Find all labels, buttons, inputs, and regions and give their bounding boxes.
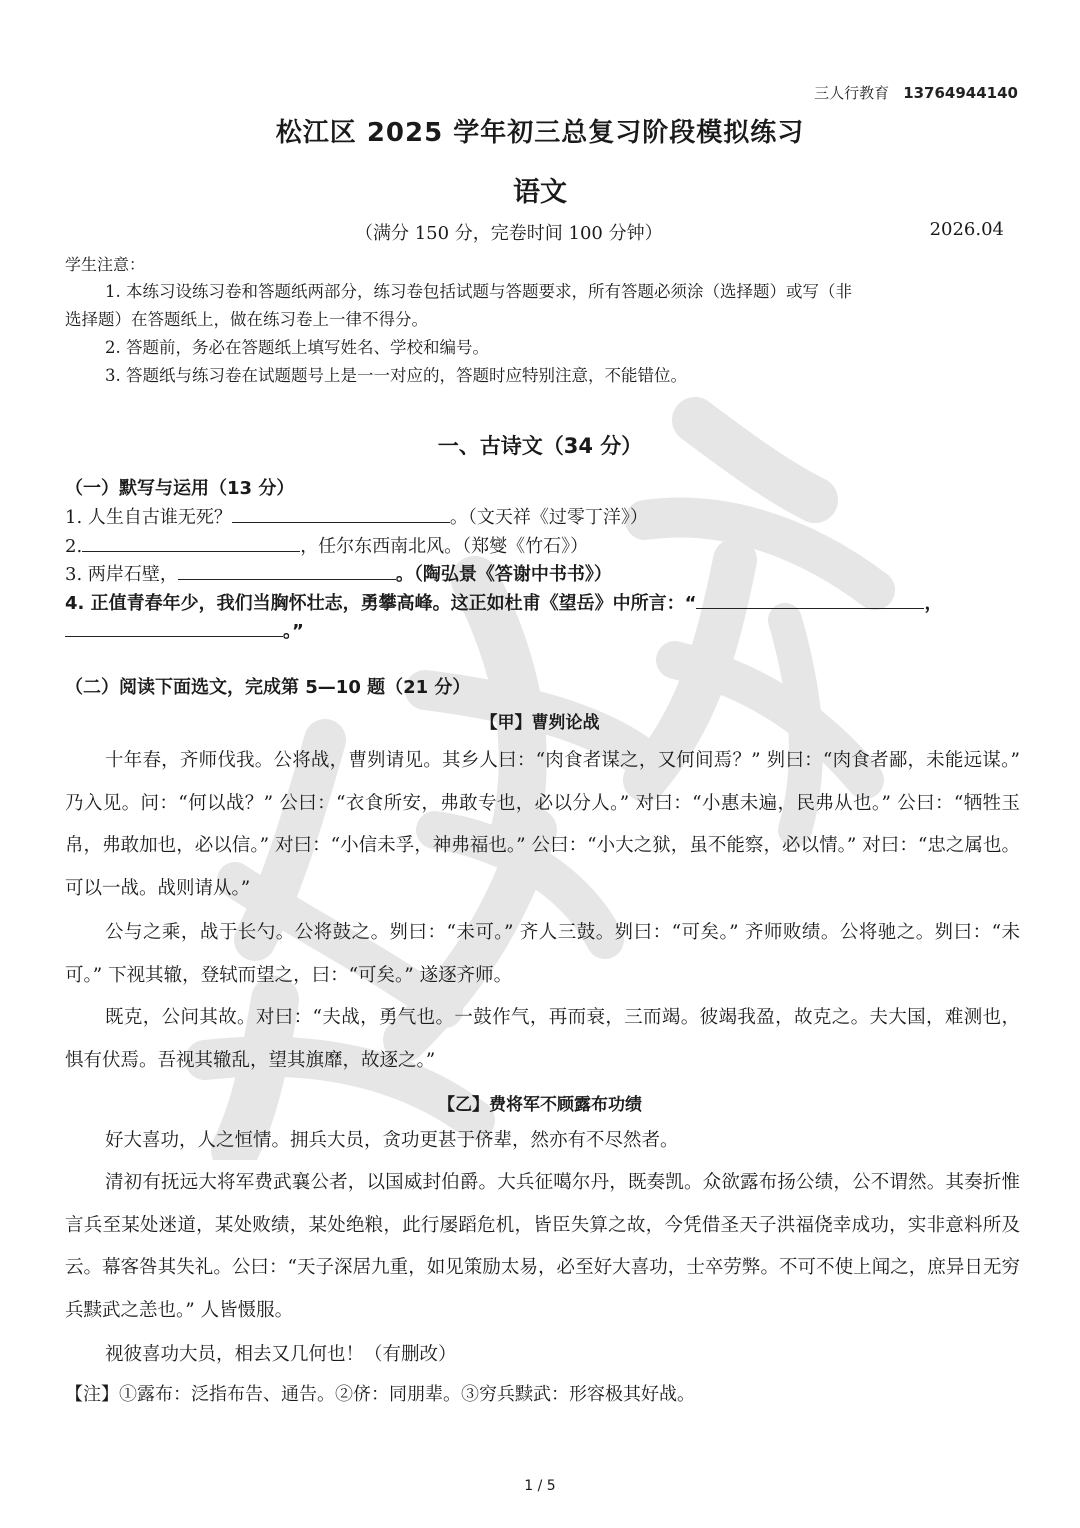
question-3 [65, 560, 612, 586]
notice-item-3: 3. 答题纸与练习卷在试题题号上是一一对应的，答题时应特别注意，不能错位。 [105, 366, 687, 385]
text-a-paragraph-3: 既克，公问其故。对曰：“夫战，勇气也。一鼓作气，再而衰，三而竭。彼竭我盈，故克之。夫大国，难测也，惧有伏焉。吾视其辙乱，望其旗靡，故逐之。” [65, 1007, 1020, 1071]
exam-title: 松江区 2025 学年初三总复习阶段模拟练习 [275, 118, 805, 148]
header-brand [814, 82, 1018, 103]
brand-name: 三人行教育 [814, 84, 890, 102]
question-4-text: 4. 正值青春年少，我们当胸怀壮志，勇攀高峰。这正如杜甫《望岳》中所言：“ [65, 593, 697, 614]
question-2 [65, 532, 588, 558]
question-1-source: 。（文天祥《过零丁洋》） [449, 507, 648, 528]
exam-info: （满分 150 分，完卷时间 100 分钟） [355, 223, 663, 244]
notice-item-2: 2. 答题前，务必在答题纸上填写姓名、学校和编号。 [105, 338, 489, 357]
notice-item-1-cont: 选择题）在答题纸上，做在练习卷上一律不得分。 [65, 310, 428, 329]
question-2-text: ，任尔东西南北风。（郑燮《竹石》） [300, 536, 589, 557]
answer-blank-3[interactable] [178, 561, 396, 580]
notice-title: 学生注意： [65, 255, 146, 274]
question-3-text: 3. 两岸石壁， [65, 564, 178, 585]
answer-blank-4a[interactable] [696, 590, 924, 609]
text-a-paragraph-2: 公与之乘，战于长勺。公将鼓之。刿曰：“未可。” 齐人三鼓。刿曰：“可矣。” 齐师败绩。公将驰之。刿曰：“未可。” 下视其辙，登轼而望之，曰：“可矣。” 遂逐齐师。 [65, 922, 1020, 986]
page-number: 1 / 5 [524, 1478, 556, 1494]
question-4 [65, 589, 942, 615]
question-1 [65, 503, 648, 529]
question-4-cont [65, 617, 304, 643]
text-a-paragraph-1: 十年春，齐师伐我。公将战，曹刿请见。其乡人曰：“肉食者谋之，又何间焉？” 刿曰：“肉食者鄙，未能远谋。” 乃入见。问：“何以战？” 公曰：“衣食所安，弗敢专也，必以分人。” 对曰：“小惠未遍，民弗从也。” 公曰：“牺牲玉帛，弗敢加也，必以信。” 对曰：“小信未孚，神弗福也。” 公曰：“小大之狱，虽不能察，必以情。” 对曰：“忠之属也。可以一战。战则请从。” [65, 750, 1020, 899]
exam-subject: 语文 [513, 177, 567, 208]
question-3-source: 。（陶弘景《答谢中书书》） [395, 564, 612, 585]
part1-title: （一）默写与运用（13 分） [65, 478, 295, 499]
answer-blank-1[interactable] [232, 504, 450, 523]
part2-title: （二）阅读下面选文，完成第 5—10 题（21 分） [65, 677, 471, 698]
exam-date: 2026.04 [929, 219, 1004, 240]
brand-phone: 13764944140 [903, 84, 1018, 102]
section-title: 一、古诗文（34 分） [437, 434, 643, 458]
question-4-comma: ， [924, 593, 943, 614]
text-b-title: 【乙】费将军不顾露布功绩 [438, 1095, 642, 1115]
question-2-number: 2. [65, 536, 83, 557]
answer-blank-4b[interactable] [65, 618, 283, 637]
notice-item-1: 1. 本练习设练习卷和答题纸两部分，练习卷包括试题与答题要求，所有答题必须涂（选择题）或写（非 [105, 282, 852, 301]
text-a-title: 【甲】曹刿论战 [480, 713, 600, 733]
text-b-paragraph-1: 好大喜功，人之恒情。拥兵大员，贪功更甚于侪辈，然亦有不尽然者。 [105, 1130, 679, 1151]
text-b-paragraph-3: 视彼喜功大员，相去又几何也！（有删改） [105, 1344, 457, 1365]
answer-blank-2[interactable] [82, 533, 300, 552]
question-1-text: 1. 人生自古谁无死？ [65, 507, 232, 528]
text-b-paragraph-2: 清初有抚远大将军费武襄公者，以国威封伯爵。大兵征噶尔丹，既奏凯。众欲露布扬公绩，公不谓然。其奏折惟言兵至某处迷道，某处败绩，某处绝粮，此行屡蹈危机，皆臣失算之故，今凭借圣天子洪福侥幸成功，实非意料所及云。幕客咎其失礼。公曰：“天子深居九重，如见策励太易，必至好大喜功，士卒劳弊。不可不使上闻之，庶异日无穷兵黩武之恙也。” 人皆慑服。 [65, 1172, 1020, 1321]
annotation-note: 【注】①露布：泛指布告、通告。②侪：同朋辈。③穷兵黩武：形容极其好战。 [65, 1384, 695, 1405]
question-4-end: 。” [283, 621, 304, 642]
